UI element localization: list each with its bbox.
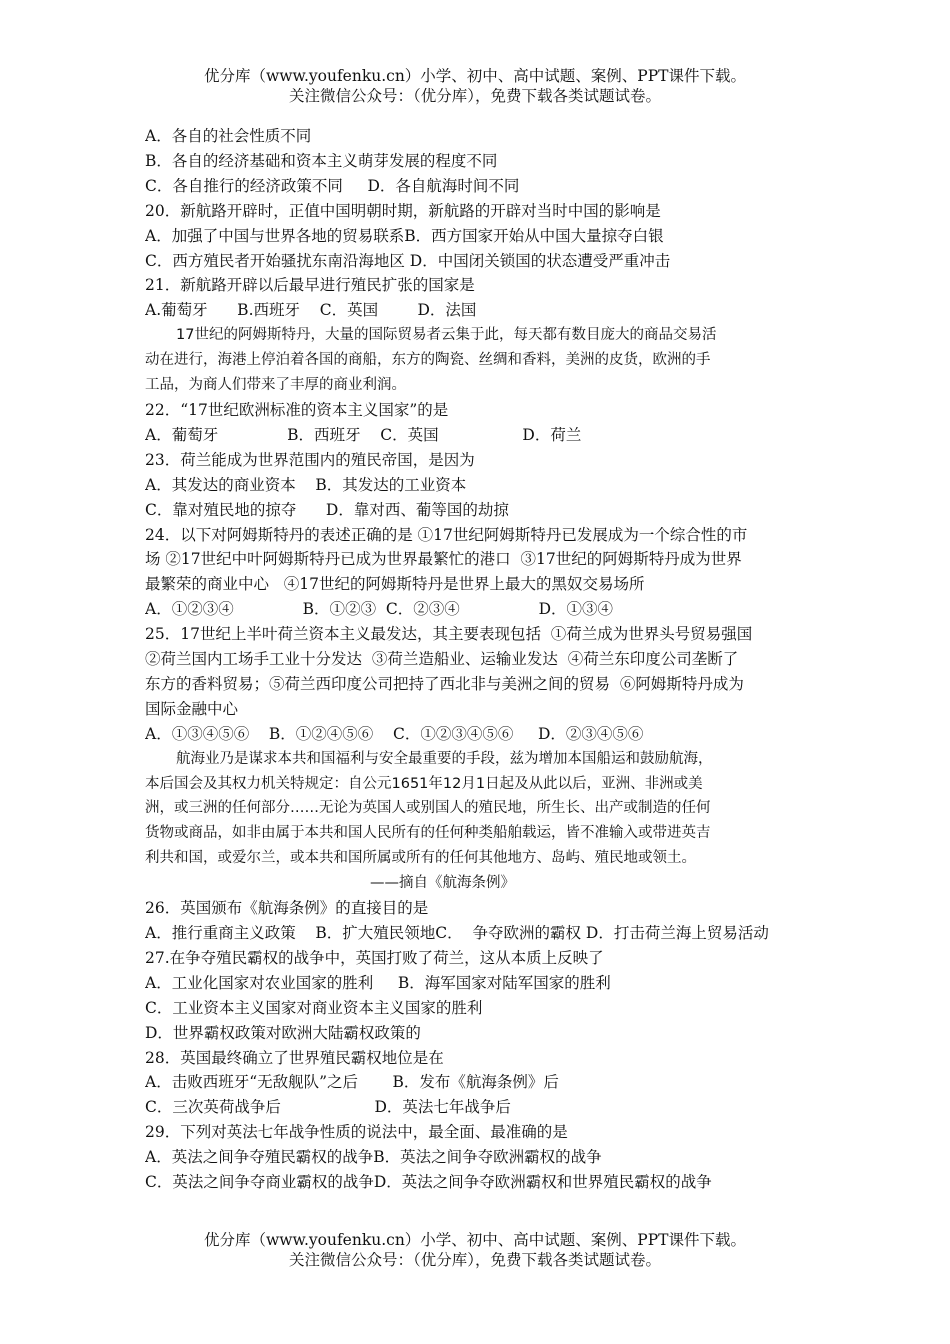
question-line: 最繁荣的商业中心 ④17世纪的阿姆斯特丹是世界上最大的黑奴交易场所 <box>145 575 645 594</box>
question-line: A.葡萄牙 B.西班牙 C．英国 D．法国 <box>145 301 477 320</box>
passage-amsterdam <box>145 323 810 398</box>
question-line: A．①③④⑤⑥ B．①②④⑤⑥ C．①②③④⑤⑥ D．②③④⑤⑥ <box>145 724 644 743</box>
exam-content <box>145 124 810 1195</box>
question-line: 24．以下对阿姆斯特丹的表述正确的是 ①17世纪阿姆斯特丹已发展成为一个综合性的市 <box>145 525 748 544</box>
question-line: C．英法之间争夺商业霸权的战争D．英法之间争夺欧洲霸权和世界殖民霸权的战争 <box>145 1173 712 1192</box>
question-line: C．各自推行的经济政策不同 D．各自航海时间不同 <box>145 176 520 195</box>
question-line: 国际金融中心 <box>145 699 239 718</box>
question-line: C．工业资本主义国家对商业资本主义国家的胜利 <box>145 998 483 1017</box>
question-line: 29．下列对英法七年战争性质的说法中，最全面、最准确的是 <box>145 1123 568 1142</box>
question-line: 22．“17世纪欧洲标准的资本主义国家”的是 <box>145 400 449 419</box>
passage-navigation-acts <box>145 747 810 896</box>
question-line: 场 ②17世纪中叶阿姆斯特丹已成为世界最繁忙的港口 ③17世纪的阿姆斯特丹成为世界 <box>145 550 742 569</box>
question-line: ②荷兰国内工场手工业十分发达 ③荷兰造船业、运输业发达 ④荷兰东印度公司垄断了 <box>145 650 739 669</box>
question-line: A．英法之间争夺殖民霸权的战争B．英法之间争夺欧洲霸权的战争 <box>145 1148 602 1167</box>
question-line: A．加强了中国与世界各地的贸易联系B．西方国家开始从中国大量掠夺白银 <box>145 226 664 245</box>
question-line: C．西方殖民者开始骚扰东南沿海地区 D．中国闭关锁国的状态遭受严重冲击 <box>145 251 671 270</box>
question-line: 20．新航路开辟时，正值中国明朝时期，新航路的开辟对当时中国的影响是 <box>145 201 661 220</box>
footer-line-1: 优分库（www.youfenku.cn）小学、初中、高中试题、案例、PPT课件下载。 <box>203 1231 747 1249</box>
question-line: 26．英国颁布《航海条例》的直接目的是 <box>145 899 429 918</box>
passage-line: 洲，或三洲的任何部分……无论为英国人或别国人的殖民地，所生长、出产或制造的任何 <box>145 800 711 817</box>
header-line-2: 关注微信公众号：（优分库），免费下载各类试题试卷。 <box>288 87 661 105</box>
passage-line: 利共和国，或爱尔兰，或本共和国所属或所有的任何其他地方、岛屿、殖民地或领土。 <box>145 850 696 867</box>
question-line: 21．新航路开辟以后最早进行殖民扩张的国家是 <box>145 276 475 295</box>
header-line-1: 优分库（www.youfenku.cn）小学、初中、高中试题、案例、PPT课件下载。 <box>203 67 747 85</box>
question-line: A．工业化国家对农业国家的胜利 B．海军国家对陆军国家的胜利 <box>145 973 611 992</box>
passage-line: 工品，为商人们带来了丰厚的商业利润。 <box>145 377 406 394</box>
passage-line: 航海业乃是谋求本共和国福利与安全最重要的手段，兹为增加本国船运和鼓励航海， <box>176 750 713 767</box>
passage-line: 货物或商品，如非由属于本共和国人民所有的任何种类船舶载运，皆不准输入或带进英吉 <box>145 825 711 842</box>
footer-line-2: 关注微信公众号：（优分库），免费下载各类试题试卷。 <box>288 1251 661 1269</box>
question-line: A．击败西班牙“无敌舰队”之后 B．发布《航海条例》后 <box>145 1073 559 1092</box>
question-line: 东方的香料贸易；⑤荷兰西印度公司把持了西北非与美洲之间的贸易 ⑥阿姆斯特丹成为 <box>145 674 744 693</box>
question-line: A．①②③④ B．①②③ C．②③④ D．①③④ <box>145 600 614 619</box>
question-line: 23．荷兰能成为世界范围内的殖民帝国，是因为 <box>145 450 475 469</box>
question-line: C．靠对殖民地的掠夺 D．靠对西、葡等国的劫掠 <box>145 500 509 519</box>
question-line: A．葡萄牙 B．西班牙 C．英国 D．荷兰 <box>145 425 582 444</box>
page-header <box>0 66 950 106</box>
question-line: 28．英国最终确立了世界殖民霸权地位是在 <box>145 1048 444 1067</box>
passage-line: 动在进行，海港上停泊着各国的商船，东方的陶瓷、丝绸和香料，美洲的皮货，欧洲的手 <box>145 352 711 369</box>
question-line: A．其发达的商业资本 B．其发达的工业资本 <box>145 475 467 494</box>
question-line: D．世界霸权政策对欧洲大陆霸权政策的 <box>145 1023 421 1042</box>
passage-line: 本后国会及其权力机关特规定：自公元1651年12月1日起及从此以后，亚洲、非洲或美 <box>145 775 703 792</box>
question-line: A．推行重商主义政策 B．扩大殖民领地C． 争夺欧洲的霸权 D．打击荷兰海上贸易活动 <box>145 924 769 942</box>
question-line: A．各自的社会性质不同 <box>145 127 312 145</box>
question-line: B．各自的经济基础和资本主义萌芽发展的程度不同 <box>145 151 498 170</box>
passage-source: ——摘自《航海条例》 <box>370 875 515 892</box>
question-line: 27.在争夺殖民霸权的战争中，英国打败了荷兰，这从本质上反映了 <box>145 948 604 967</box>
question-line: 25．17世纪上半叶荷兰资本主义最发达，其主要表现包括 ①荷兰成为世界头号贸易强国 <box>145 625 753 644</box>
page-footer <box>0 1230 950 1270</box>
question-line: C．三次英荷战争后 D．英法七年战争后 <box>145 1098 511 1117</box>
passage-line: 17世纪的阿姆斯特丹，大量的国际贸易者云集于此，每天都有数目庞大的商品交易活 <box>176 327 717 344</box>
